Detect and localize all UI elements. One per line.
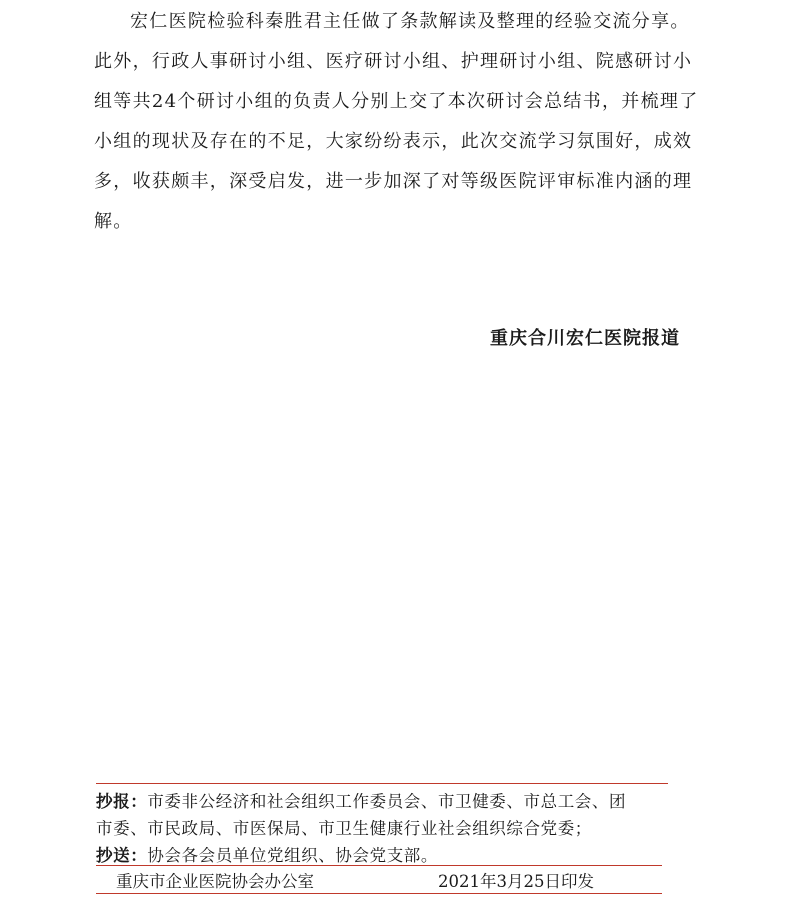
divider-middle	[96, 865, 662, 866]
cc-report-text-cont: 市委、市民政局、市医保局、市卫生健康行业社会组织综合党委；	[96, 819, 592, 838]
paragraph-line: 多，收获颇丰，深受启发，进一步加深了对等级医院评审标准内涵的理	[94, 171, 693, 192]
cc-report-line-1	[96, 788, 696, 812]
cc-send-text: 协会各会员单位党组织、协会党支部。	[147, 846, 439, 865]
paragraph-line: 宏仁医院检验科秦胜君主任做了条款解读及整理的经验交流分享。	[130, 11, 690, 32]
paragraph-line: 此外，行政人事研讨小组、医疗研讨小组、护理研讨小组、院感研讨小	[94, 51, 693, 72]
cc-report-line-2	[96, 815, 696, 839]
body-paragraph	[94, 2, 699, 242]
paragraph-line: 小组的现状及存在的不足，大家纷纷表示，此次交流学习氛围好，成效	[94, 131, 693, 152]
paragraph-line: 组等共24个研讨小组的负责人分别上交了本次研讨会总结书，并梳理了	[94, 91, 699, 112]
footer-date: 2021年3月25日印发	[438, 872, 594, 891]
paragraph-line: 解。	[94, 211, 133, 232]
cc-send-line	[96, 842, 696, 866]
divider-bottom	[96, 893, 662, 894]
divider-top	[96, 783, 668, 784]
footer-issuer: 重庆市企业医院协会办公室	[116, 872, 314, 891]
signature: 重庆合川宏仁医院报道	[490, 328, 680, 349]
cc-report-label: 抄报：	[96, 792, 148, 811]
cc-report-text: 市委非公经济和社会组织工作委员会、市卫健委、市总工会、团	[147, 792, 627, 811]
cc-send-label: 抄送：	[96, 846, 148, 865]
